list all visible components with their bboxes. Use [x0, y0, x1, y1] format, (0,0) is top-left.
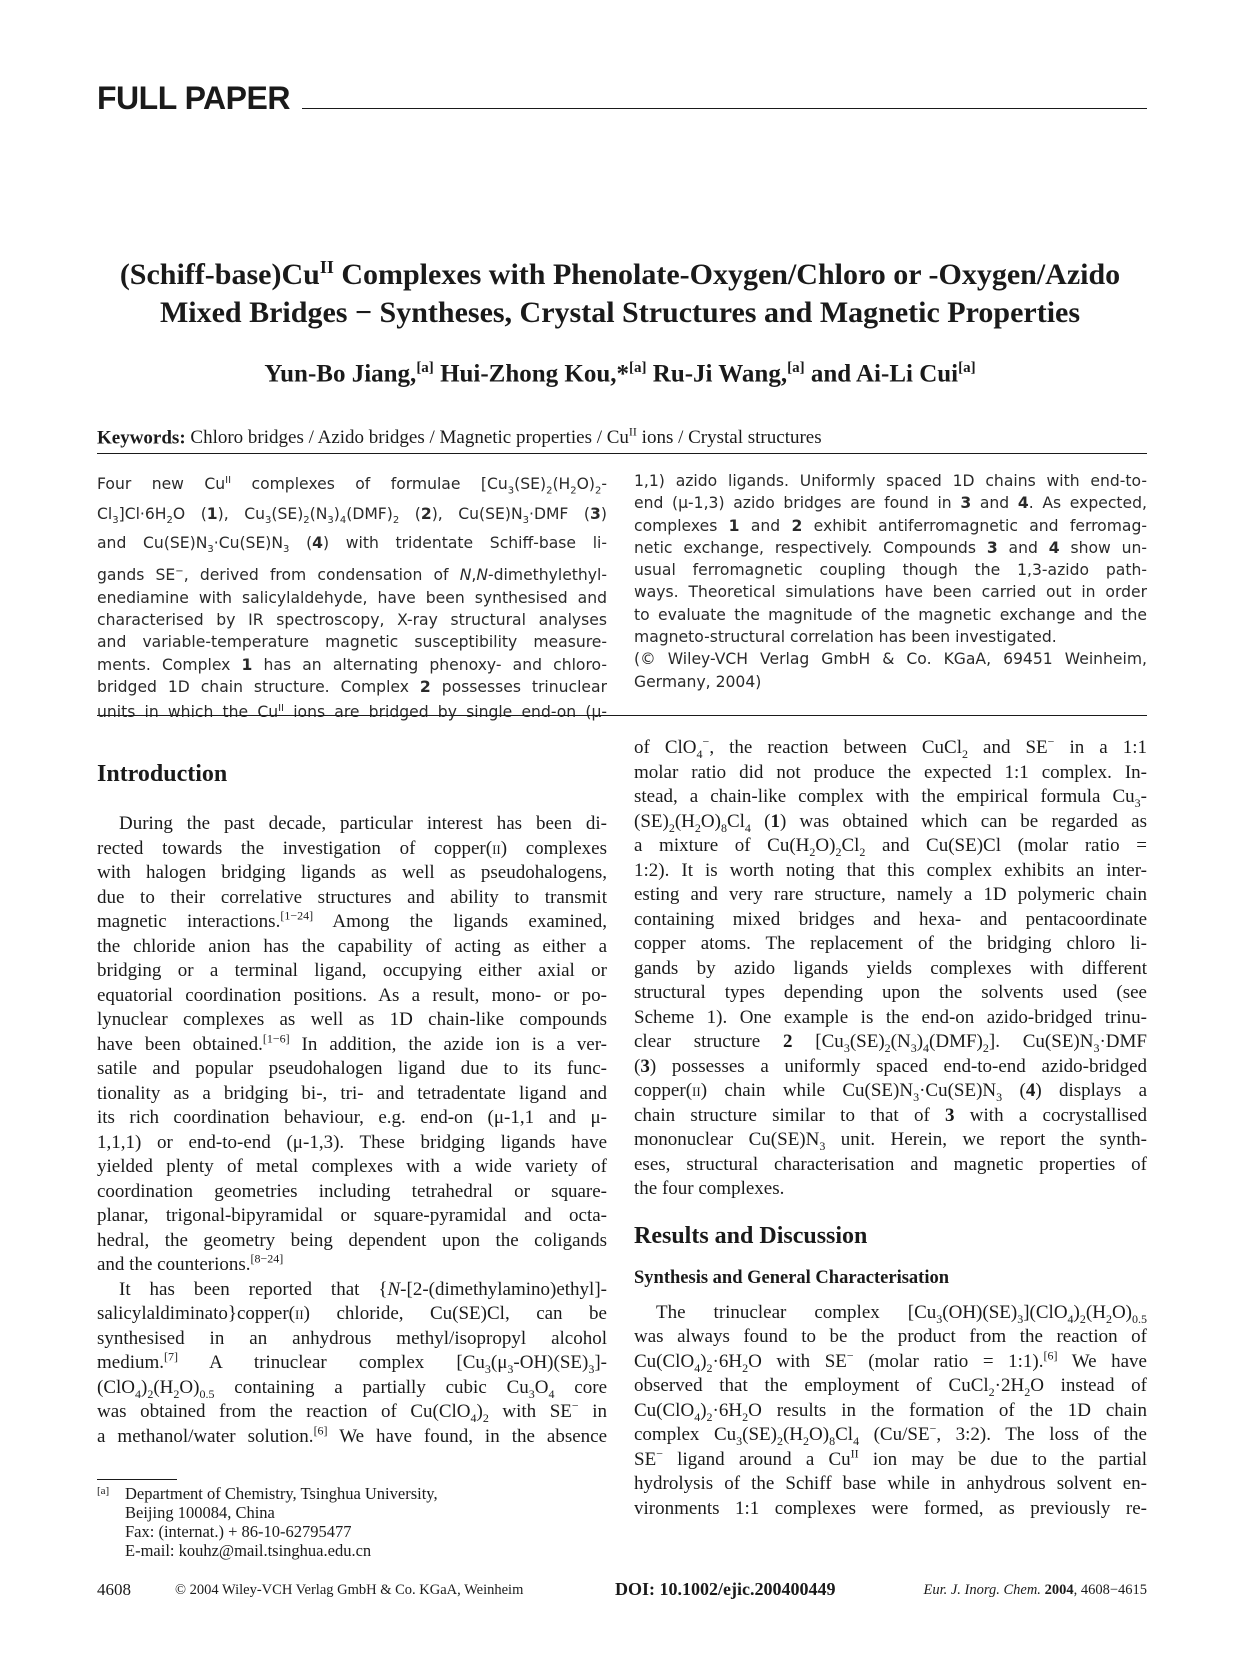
section-heading-results: Results and Discussion [634, 1222, 868, 1249]
author-name: Ru-Ji Wang, [652, 360, 788, 388]
page-footer [97, 1580, 1147, 1606]
footnote-line: Fax: (internat.) + 86-10-62795477 [125, 1522, 352, 1541]
abstract-left-column: Four new $Cu^{II}$ complexes of formulae [$Cu_3(SE)_2(H_2O)_2-$ $Cl_3]Cl\cdot 6H_2O$ (1), $Cu_3(SE)_2(N_3)_4(DMF)_2$ (2), $Cu(SE)N_3\cdot DMF$ (3) and $Cu(SE)N_3\cdot Cu(SE)N_3$ (4) with tridentate Schiff-base li- gands SE−, derived from condensation of N,N-dimethylethyl- enediamine with salicylaldehyde, have been synthesised and characterised by IR spectroscopy, X-ray structural analyses and variable-temperature magnetic susceptibility measure- ments. Complex 1 has an alternating phenoxy- and chloro- bridged 1D chain structure. Complex 2 possesses trinuclear units in which the $Cu^{II}$ ions are bridged by single end-on (μ- [97, 475, 607, 722]
body-right-column: of ClO$_4$−, the reaction between CuCl$_2$ and SE− in a 1:1 molar ratio did not produce the expected 1:1 complex. In- stead, a chain-like complex with the empirical formula $Cu_3-$ $(SE)_2(H_2O)_8Cl_4$ (1) was obtained which can be regarded as a mixture of $Cu(H_2O)_2Cl_2$ and Cu(SE)Cl (molar ratio = 1:2). It is worth noting that this complex exhibits an inter- esting and very rare structure, namely a 1D polymeric chain containing mixed bridges and hexa- and pentacoordinate copper atoms. The replacement of the bridging chloro li- gands by azido ligands yields complexes with different structural types depending upon the solvents used (see Scheme 1). One example is the end-on azido-bridged trinu- clear structure 2 $[Cu_3(SE)_2(N_3)_4(DMF)_2]$. $Cu(SE)N_3\cdot DMF$ (3) possesses a uniformly spaced end-to-end azido-bridged copper(ii) chain while $Cu(SE)N_3\cdot Cu(SE)N_3$ (4) displays a chain structure similar to that of 3 with a cocrystallised mononuclear $Cu(SE)N_3$ unit. Herein, we report the synth- eses, structural characterisation and magnetic properties of the four complexes. Results and Discussion Synthesis and General Characterisation The trinuclear complex $[Cu_3(OH)(SE)_3](ClO_4)_2(H_2O)_{0.5}$ was always found to be the product from the reaction of $Cu(ClO_4)_2\cdot 6H_2O$ with SE− (molar ratio = 1:1).[6] We have observed that the employment of $CuCl_2\cdot 2H_2O$ instead of $Cu(ClO_4)_2\cdot 6H_2O$ results in the formation of the 1D chain complex $Cu_3(SE)_2(H_2O)_8Cl_4$ (Cu/SE−, 3:2). The loss of the SE− ligand around a $Cu^{II}$ ion may be due to the partial hydrolysis of the Schiff base while in anhydrous solvent en- vironments 1:1 complexes were formed, as previously re- [634, 736, 1147, 1519]
section-heading-introduction: Introduction [97, 761, 228, 787]
paper-title [60, 248, 1180, 332]
subsection-heading-synthesis: Synthesis and General Characterisation [634, 1267, 950, 1288]
affiliation-footnote [97, 1484, 597, 1560]
section-tag: FULL PAPER [97, 80, 290, 116]
footnote-rule [97, 1479, 177, 1480]
author-name: and Ai-Li Cui [810, 360, 959, 388]
author-affiliation: [a] [958, 360, 976, 376]
keywords-list: Chloro bridges / Azido bridges / Magnetic properties / $Cu^{II}$ ions / Crystal structures [190, 425, 822, 449]
header-rule [302, 108, 1147, 109]
keywords [97, 419, 822, 451]
page-number: 4608 [97, 1580, 131, 1599]
body-left-column: Introduction During the past decade, particular interest has been di- rected towards the investigation of copper(ii) complexes with halogen bridging ligands as well as pseudohalogens, due to their correlative structures and ability to transmit magnetic interactions.[1−24] Among the ligands examined, the chloride anion has the capability of acting as either a bridging or a terminal ligand, occupying either axial or equatorial coordination positions. As a result, mono- or po- lynuclear complexes as well as 1D chain-like compounds have been obtained.[1−6] In addition, the azide ion is a ver- satile and popular pseudohalogen ligand due to its func- tionality as a bridging bi-, tri- and tetradentate ligand and its rich coordination behaviour, e.g. end-on (μ-1,1 and μ- 1,1,1) or end-to-end (μ-1,3). These bridging ligands have yielded plenty of metal complexes with a wide variety of coordination geometries including tetrahedral or square- planar, trigonal-bipyramidal or square-pyramidal and octa- hedral, the geometry being dependent upon the coligands and the counterions.[8−24] It has been reported that {N-[2-(dimethylamino)ethyl]- salicylaldiminato}copper(ii) chloride, Cu(SE)Cl, can be synthesised in an anhydrous methyl/isopropyl alcohol medium.[7] A trinuclear complex $[Cu_3(\mu_3-OH)(SE)_3]-$ $(ClO_4)_2(H_2O)_{0.5}$ containing a partially cubic $Cu_3O_4$ core was obtained from the reaction of $Cu(ClO_4)_2$ with SE− in a methanol/water solution.[6] We have found, in the absence [97, 761, 607, 1447]
keywords-rule [97, 453, 1147, 454]
abstract-right-column: 1,1) azido ligands. Uniformly spaced 1D chains with end-to- end (μ-1,3) azido bridges are found in 3 and 4. As expected, complexes 1 and 2 exhibit antiferromagnetic and ferromag- netic exchange, respectively. Compounds 3 and 4 show un- usual ferromagnetic coupling though the 1,3-azido path- ways. Theoretical simulations have been carried out in order to evaluate the magnitude of the magnetic exchange and the magneto-structural correlation has been investigated. (© Wiley-VCH Verlag GmbH & Co. KGaA, 69451 Weinheim, Germany, 2004) [634, 472, 1147, 691]
author-affiliation: [a] [629, 360, 647, 376]
footnote-email[interactable]: E-mail: kouhz@mail.tsinghua.edu.cn [125, 1541, 372, 1560]
author-list [60, 352, 1180, 390]
title-line-2: Mixed Bridges − Syntheses, Crystal Structures and Magnetic Properties [159, 296, 1081, 329]
author-affiliation: [a] [787, 360, 805, 376]
title-line-1: $(Schiff-base)Cu^{II}$ Complexes with Phenolate-Oxygen/Chloro or -Oxygen/Azido [119, 257, 1121, 291]
footnote-line: Beijing 100084, China [125, 1503, 275, 1522]
footnote-mark: [a] [97, 1485, 110, 1497]
author-name: Hui-Zhong Kou,* [440, 360, 630, 388]
doi-link[interactable]: DOI: 10.1002/ejic.200400449 [615, 1579, 836, 1599]
keywords-label: Keywords: [97, 427, 186, 449]
author-affiliation: [a] [416, 360, 434, 376]
page-header [97, 78, 1147, 118]
journal-reference: Eur. J. Inorg. Chem. 2004, 4608−4615 [923, 1582, 1147, 1598]
abstract-rule [97, 715, 1147, 716]
footnote-line: Department of Chemistry, Tsinghua University, [125, 1484, 438, 1503]
copyright-notice: © 2004 Wiley-VCH Verlag GmbH & Co. KGaA, Weinheim [175, 1582, 524, 1598]
author-name: Yun-Bo Jiang, [264, 360, 417, 388]
